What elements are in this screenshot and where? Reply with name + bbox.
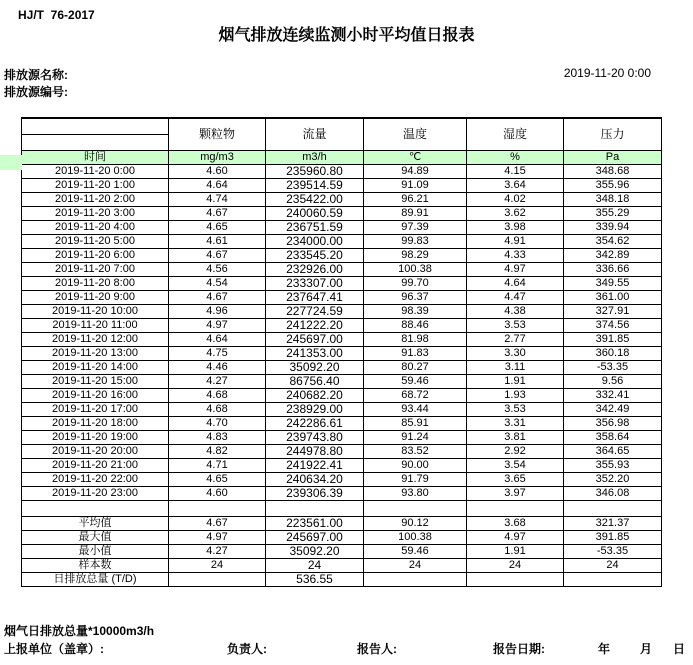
- value-cell: 4.97: [169, 530, 266, 544]
- value-cell: 4.75: [169, 346, 266, 360]
- value-cell: 59.46: [364, 544, 467, 558]
- page-title: 烟气排放连续监测小时平均值日报表: [218, 27, 475, 44]
- summary-label-cell: 样本数: [22, 558, 169, 572]
- table-row: [22, 544, 662, 558]
- table-row: [22, 164, 662, 178]
- empty-cell: [266, 500, 364, 516]
- summary-label-cell: 日排放总量 (T/D): [22, 572, 169, 586]
- value-cell: 342.89: [564, 248, 662, 262]
- time-cell: 2019-11-20 20:00: [22, 444, 169, 458]
- value-cell: 86756.40: [266, 374, 364, 388]
- value-cell: 236751.59: [266, 220, 364, 234]
- value-cell: 245697.00: [266, 530, 364, 544]
- signature-row: [0, 640, 693, 658]
- time-cell: 2019-11-20 19:00: [22, 430, 169, 444]
- value-cell: 4.70: [169, 416, 266, 430]
- value-cell: 374.56: [564, 318, 662, 332]
- report-datetime: 2019-11-20 0:00: [563, 66, 651, 80]
- value-cell: 90.12: [364, 516, 467, 530]
- value-cell: 4.54: [169, 276, 266, 290]
- report-unit-label: 上报单位（盖章）:: [4, 642, 104, 656]
- value-cell: 355.96: [564, 178, 662, 192]
- table-row: [22, 458, 662, 472]
- value-cell: [467, 572, 564, 586]
- header-pressure-cell: 压力: [564, 118, 662, 150]
- value-cell: 85.91: [364, 416, 467, 430]
- value-cell: 233545.20: [266, 248, 364, 262]
- table-row: [22, 290, 662, 304]
- value-cell: 4.67: [169, 290, 266, 304]
- table-row: [22, 444, 662, 458]
- table-row: [22, 572, 662, 586]
- value-cell: 339.94: [564, 220, 662, 234]
- value-cell: 68.72: [364, 388, 467, 402]
- table-row: [22, 472, 662, 486]
- value-cell: 97.39: [364, 220, 467, 234]
- monitoring-table: [21, 117, 662, 587]
- value-cell: 24: [364, 558, 467, 572]
- value-cell: 332.41: [564, 388, 662, 402]
- value-cell: 321.37: [564, 516, 662, 530]
- time-cell: 2019-11-20 11:00: [22, 318, 169, 332]
- value-cell: 93.80: [364, 486, 467, 500]
- value-cell: 241222.20: [266, 318, 364, 332]
- value-cell: 4.83: [169, 430, 266, 444]
- value-cell: -53.35: [564, 360, 662, 374]
- time-cell: 2019-11-20 8:00: [22, 276, 169, 290]
- time-cell: 2019-11-20 15:00: [22, 374, 169, 388]
- value-cell: 4.38: [467, 304, 564, 318]
- value-cell: 3.31: [467, 416, 564, 430]
- value-cell: 35092.20: [266, 360, 364, 374]
- source-code-label: 排放源编号:: [4, 85, 68, 99]
- table-row: [22, 558, 662, 572]
- value-cell: 336.66: [564, 262, 662, 276]
- empty-cell: [564, 500, 662, 516]
- value-cell: 1.91: [467, 374, 564, 388]
- empty-spacer-row: [22, 500, 662, 516]
- value-cell: 223561.00: [266, 516, 364, 530]
- unit-pressure-cell: Pa: [564, 150, 662, 164]
- time-cell: 2019-11-20 9:00: [22, 290, 169, 304]
- value-cell: -53.35: [564, 544, 662, 558]
- table-row: [22, 262, 662, 276]
- value-cell: 9.56: [564, 374, 662, 388]
- value-cell: 4.15: [467, 164, 564, 178]
- value-cell: 83.52: [364, 444, 467, 458]
- value-cell: 100.38: [364, 262, 467, 276]
- value-cell: 327.91: [564, 304, 662, 318]
- time-cell: 2019-11-20 16:00: [22, 388, 169, 402]
- time-cell: 2019-11-20 0:00: [22, 164, 169, 178]
- value-cell: 358.64: [564, 430, 662, 444]
- value-cell: 4.68: [169, 402, 266, 416]
- value-cell: 4.68: [169, 388, 266, 402]
- value-cell: 227724.59: [266, 304, 364, 318]
- value-cell: 355.29: [564, 206, 662, 220]
- value-cell: 24: [169, 558, 266, 572]
- time-cell: 2019-11-20 7:00: [22, 262, 169, 276]
- value-cell: 4.64: [169, 178, 266, 192]
- value-cell: 4.67: [169, 516, 266, 530]
- value-cell: 4.65: [169, 472, 266, 486]
- time-cell: 2019-11-20 6:00: [22, 248, 169, 262]
- value-cell: 2.77: [467, 332, 564, 346]
- table-row: [22, 430, 662, 444]
- day-label: 日: [673, 642, 686, 656]
- value-cell: 4.27: [169, 544, 266, 558]
- table-row: [22, 318, 662, 332]
- year-label: 年: [598, 642, 611, 656]
- value-cell: 391.85: [564, 530, 662, 544]
- value-cell: 355.93: [564, 458, 662, 472]
- time-cell: 2019-11-20 14:00: [22, 360, 169, 374]
- table-row: [22, 206, 662, 220]
- unit-pm-cell: mg/m3: [169, 150, 266, 164]
- unit-humidity-cell: %: [467, 150, 564, 164]
- time-cell: 2019-11-20 1:00: [22, 178, 169, 192]
- value-cell: 4.33: [467, 248, 564, 262]
- time-cell: 2019-11-20 4:00: [22, 220, 169, 234]
- value-cell: 99.70: [364, 276, 467, 290]
- value-cell: 3.62: [467, 206, 564, 220]
- value-cell: 3.64: [467, 178, 564, 192]
- value-cell: 1.91: [467, 544, 564, 558]
- header-pm-cell: 颗粒物: [169, 118, 266, 150]
- table-row: [22, 374, 662, 388]
- value-cell: 89.91: [364, 206, 467, 220]
- value-cell: 4.56: [169, 262, 266, 276]
- value-cell: 240060.59: [266, 206, 364, 220]
- table-row: [22, 178, 662, 192]
- value-cell: 235422.00: [266, 192, 364, 206]
- value-cell: 24: [564, 558, 662, 572]
- value-cell: 4.27: [169, 374, 266, 388]
- value-cell: 4.96: [169, 304, 266, 318]
- table-row: [22, 486, 662, 500]
- value-cell: 4.02: [467, 192, 564, 206]
- value-cell: 100.38: [364, 530, 467, 544]
- value-cell: 3.53: [467, 318, 564, 332]
- unit-flow-cell: m3/h: [266, 150, 364, 164]
- value-cell: 35092.20: [266, 544, 364, 558]
- header-humidity-cell: 湿度: [467, 118, 564, 150]
- time-cell: 2019-11-20 3:00: [22, 206, 169, 220]
- daily-total-note: 烟气日排放总量*10000m3/h: [4, 624, 155, 638]
- value-cell: 4.67: [169, 206, 266, 220]
- header-blank-cell: [22, 118, 169, 134]
- value-cell: 4.47: [467, 290, 564, 304]
- value-cell: [169, 572, 266, 586]
- table-row: [22, 402, 662, 416]
- value-cell: 96.21: [364, 192, 467, 206]
- value-cell: 239743.80: [266, 430, 364, 444]
- value-cell: 240634.20: [266, 472, 364, 486]
- value-cell: 361.00: [564, 290, 662, 304]
- time-cell: 2019-11-20 12:00: [22, 332, 169, 346]
- month-label: 月: [640, 642, 653, 656]
- value-cell: 2.92: [467, 444, 564, 458]
- header-blank-cell-2: [22, 134, 169, 150]
- summary-label-cell: 最大值: [22, 530, 169, 544]
- value-cell: 239306.39: [266, 486, 364, 500]
- value-cell: 3.30: [467, 346, 564, 360]
- value-cell: 4.65: [169, 220, 266, 234]
- value-cell: 241922.41: [266, 458, 364, 472]
- value-cell: 244978.80: [266, 444, 364, 458]
- value-cell: 242286.61: [266, 416, 364, 430]
- value-cell: 239514.59: [266, 178, 364, 192]
- value-cell: 4.64: [467, 276, 564, 290]
- table-row: [22, 276, 662, 290]
- value-cell: 346.08: [564, 486, 662, 500]
- value-cell: 3.68: [467, 516, 564, 530]
- value-cell: 360.18: [564, 346, 662, 360]
- value-cell: 352.20: [564, 472, 662, 486]
- time-cell: 2019-11-20 5:00: [22, 234, 169, 248]
- value-cell: [564, 572, 662, 586]
- table-row: [22, 234, 662, 248]
- value-cell: 3.81: [467, 430, 564, 444]
- value-cell: 3.98: [467, 220, 564, 234]
- reporter-label: 报告人:: [357, 642, 397, 656]
- value-cell: 4.97: [467, 530, 564, 544]
- empty-cell: [22, 500, 169, 516]
- value-cell: 81.98: [364, 332, 467, 346]
- value-cell: 4.67: [169, 248, 266, 262]
- value-cell: 354.62: [564, 234, 662, 248]
- value-cell: 391.85: [564, 332, 662, 346]
- value-cell: 245697.00: [266, 332, 364, 346]
- pollutant-header-row: [22, 118, 662, 134]
- value-cell: 232926.00: [266, 262, 364, 276]
- value-cell: 233307.00: [266, 276, 364, 290]
- value-cell: 4.97: [467, 262, 564, 276]
- value-cell: 237647.41: [266, 290, 364, 304]
- value-cell: 3.54: [467, 458, 564, 472]
- value-cell: 91.24: [364, 430, 467, 444]
- value-cell: 4.91: [467, 234, 564, 248]
- value-cell: 90.00: [364, 458, 467, 472]
- value-cell: 4.82: [169, 444, 266, 458]
- monitoring-table-wrap: [0, 117, 662, 587]
- value-cell: 235960.80: [266, 164, 364, 178]
- time-cell: 2019-11-20 23:00: [22, 486, 169, 500]
- value-cell: 93.44: [364, 402, 467, 416]
- report-date-label: 报告日期:: [493, 642, 545, 656]
- value-cell: 91.79: [364, 472, 467, 486]
- table-row: [22, 346, 662, 360]
- table-row: [22, 516, 662, 530]
- value-cell: 99.83: [364, 234, 467, 248]
- value-cell: 4.74: [169, 192, 266, 206]
- value-cell: 88.46: [364, 318, 467, 332]
- time-cell: 2019-11-20 18:00: [22, 416, 169, 430]
- value-cell: 24: [467, 558, 564, 572]
- table-row: [22, 248, 662, 262]
- standard-code: HJ/T 76-2017: [18, 8, 95, 22]
- table-row: [22, 388, 662, 402]
- header-temp-cell: 温度: [364, 118, 467, 150]
- time-header-cell: 时间: [22, 150, 169, 164]
- table-row: [22, 220, 662, 234]
- value-cell: 94.89: [364, 164, 467, 178]
- table-row: [22, 304, 662, 318]
- header-flow-cell: 流量: [266, 118, 364, 150]
- value-cell: 3.11: [467, 360, 564, 374]
- empty-cell: [169, 500, 266, 516]
- source-name-label: 排放源名称:: [4, 68, 68, 82]
- value-cell: 98.39: [364, 304, 467, 318]
- value-cell: 4.64: [169, 332, 266, 346]
- time-cell: 2019-11-20 17:00: [22, 402, 169, 416]
- value-cell: 234000.00: [266, 234, 364, 248]
- value-cell: 356.98: [564, 416, 662, 430]
- value-cell: 1.93: [467, 388, 564, 402]
- table-row: [22, 192, 662, 206]
- value-cell: 4.60: [169, 164, 266, 178]
- unit-row-left-extension: [0, 155, 22, 170]
- value-cell: 240682.20: [266, 388, 364, 402]
- table-row: [22, 360, 662, 374]
- value-cell: 4.61: [169, 234, 266, 248]
- value-cell: 4.97: [169, 318, 266, 332]
- value-cell: 3.97: [467, 486, 564, 500]
- value-cell: 238929.00: [266, 402, 364, 416]
- empty-cell: [467, 500, 564, 516]
- value-cell: 98.29: [364, 248, 467, 262]
- value-cell: 348.18: [564, 192, 662, 206]
- value-cell: 342.49: [564, 402, 662, 416]
- value-cell: 3.53: [467, 402, 564, 416]
- responsible-person-label: 负责人:: [227, 642, 267, 656]
- value-cell: 24: [266, 558, 364, 572]
- value-cell: 241353.00: [266, 346, 364, 360]
- value-cell: 4.71: [169, 458, 266, 472]
- summary-label-cell: 平均值: [22, 516, 169, 530]
- value-cell: 349.55: [564, 276, 662, 290]
- unit-temp-cell: ℃: [364, 150, 467, 164]
- value-cell: 3.65: [467, 472, 564, 486]
- value-cell: [364, 572, 467, 586]
- value-cell: 348.68: [564, 164, 662, 178]
- value-cell: 59.46: [364, 374, 467, 388]
- table-row: [22, 332, 662, 346]
- time-cell: 2019-11-20 2:00: [22, 192, 169, 206]
- table-row: [22, 416, 662, 430]
- value-cell: 96.37: [364, 290, 467, 304]
- time-cell: 2019-11-20 13:00: [22, 346, 169, 360]
- time-cell: 2019-11-20 21:00: [22, 458, 169, 472]
- unit-row: [22, 150, 662, 164]
- value-cell: 91.09: [364, 178, 467, 192]
- summary-label-cell: 最小值: [22, 544, 169, 558]
- value-cell: 536.55: [266, 572, 364, 586]
- table-row: [22, 530, 662, 544]
- time-cell: 2019-11-20 10:00: [22, 304, 169, 318]
- value-cell: 80.27: [364, 360, 467, 374]
- value-cell: 4.60: [169, 486, 266, 500]
- value-cell: 364.65: [564, 444, 662, 458]
- value-cell: 4.46: [169, 360, 266, 374]
- value-cell: 91.83: [364, 346, 467, 360]
- empty-cell: [364, 500, 467, 516]
- time-cell: 2019-11-20 22:00: [22, 472, 169, 486]
